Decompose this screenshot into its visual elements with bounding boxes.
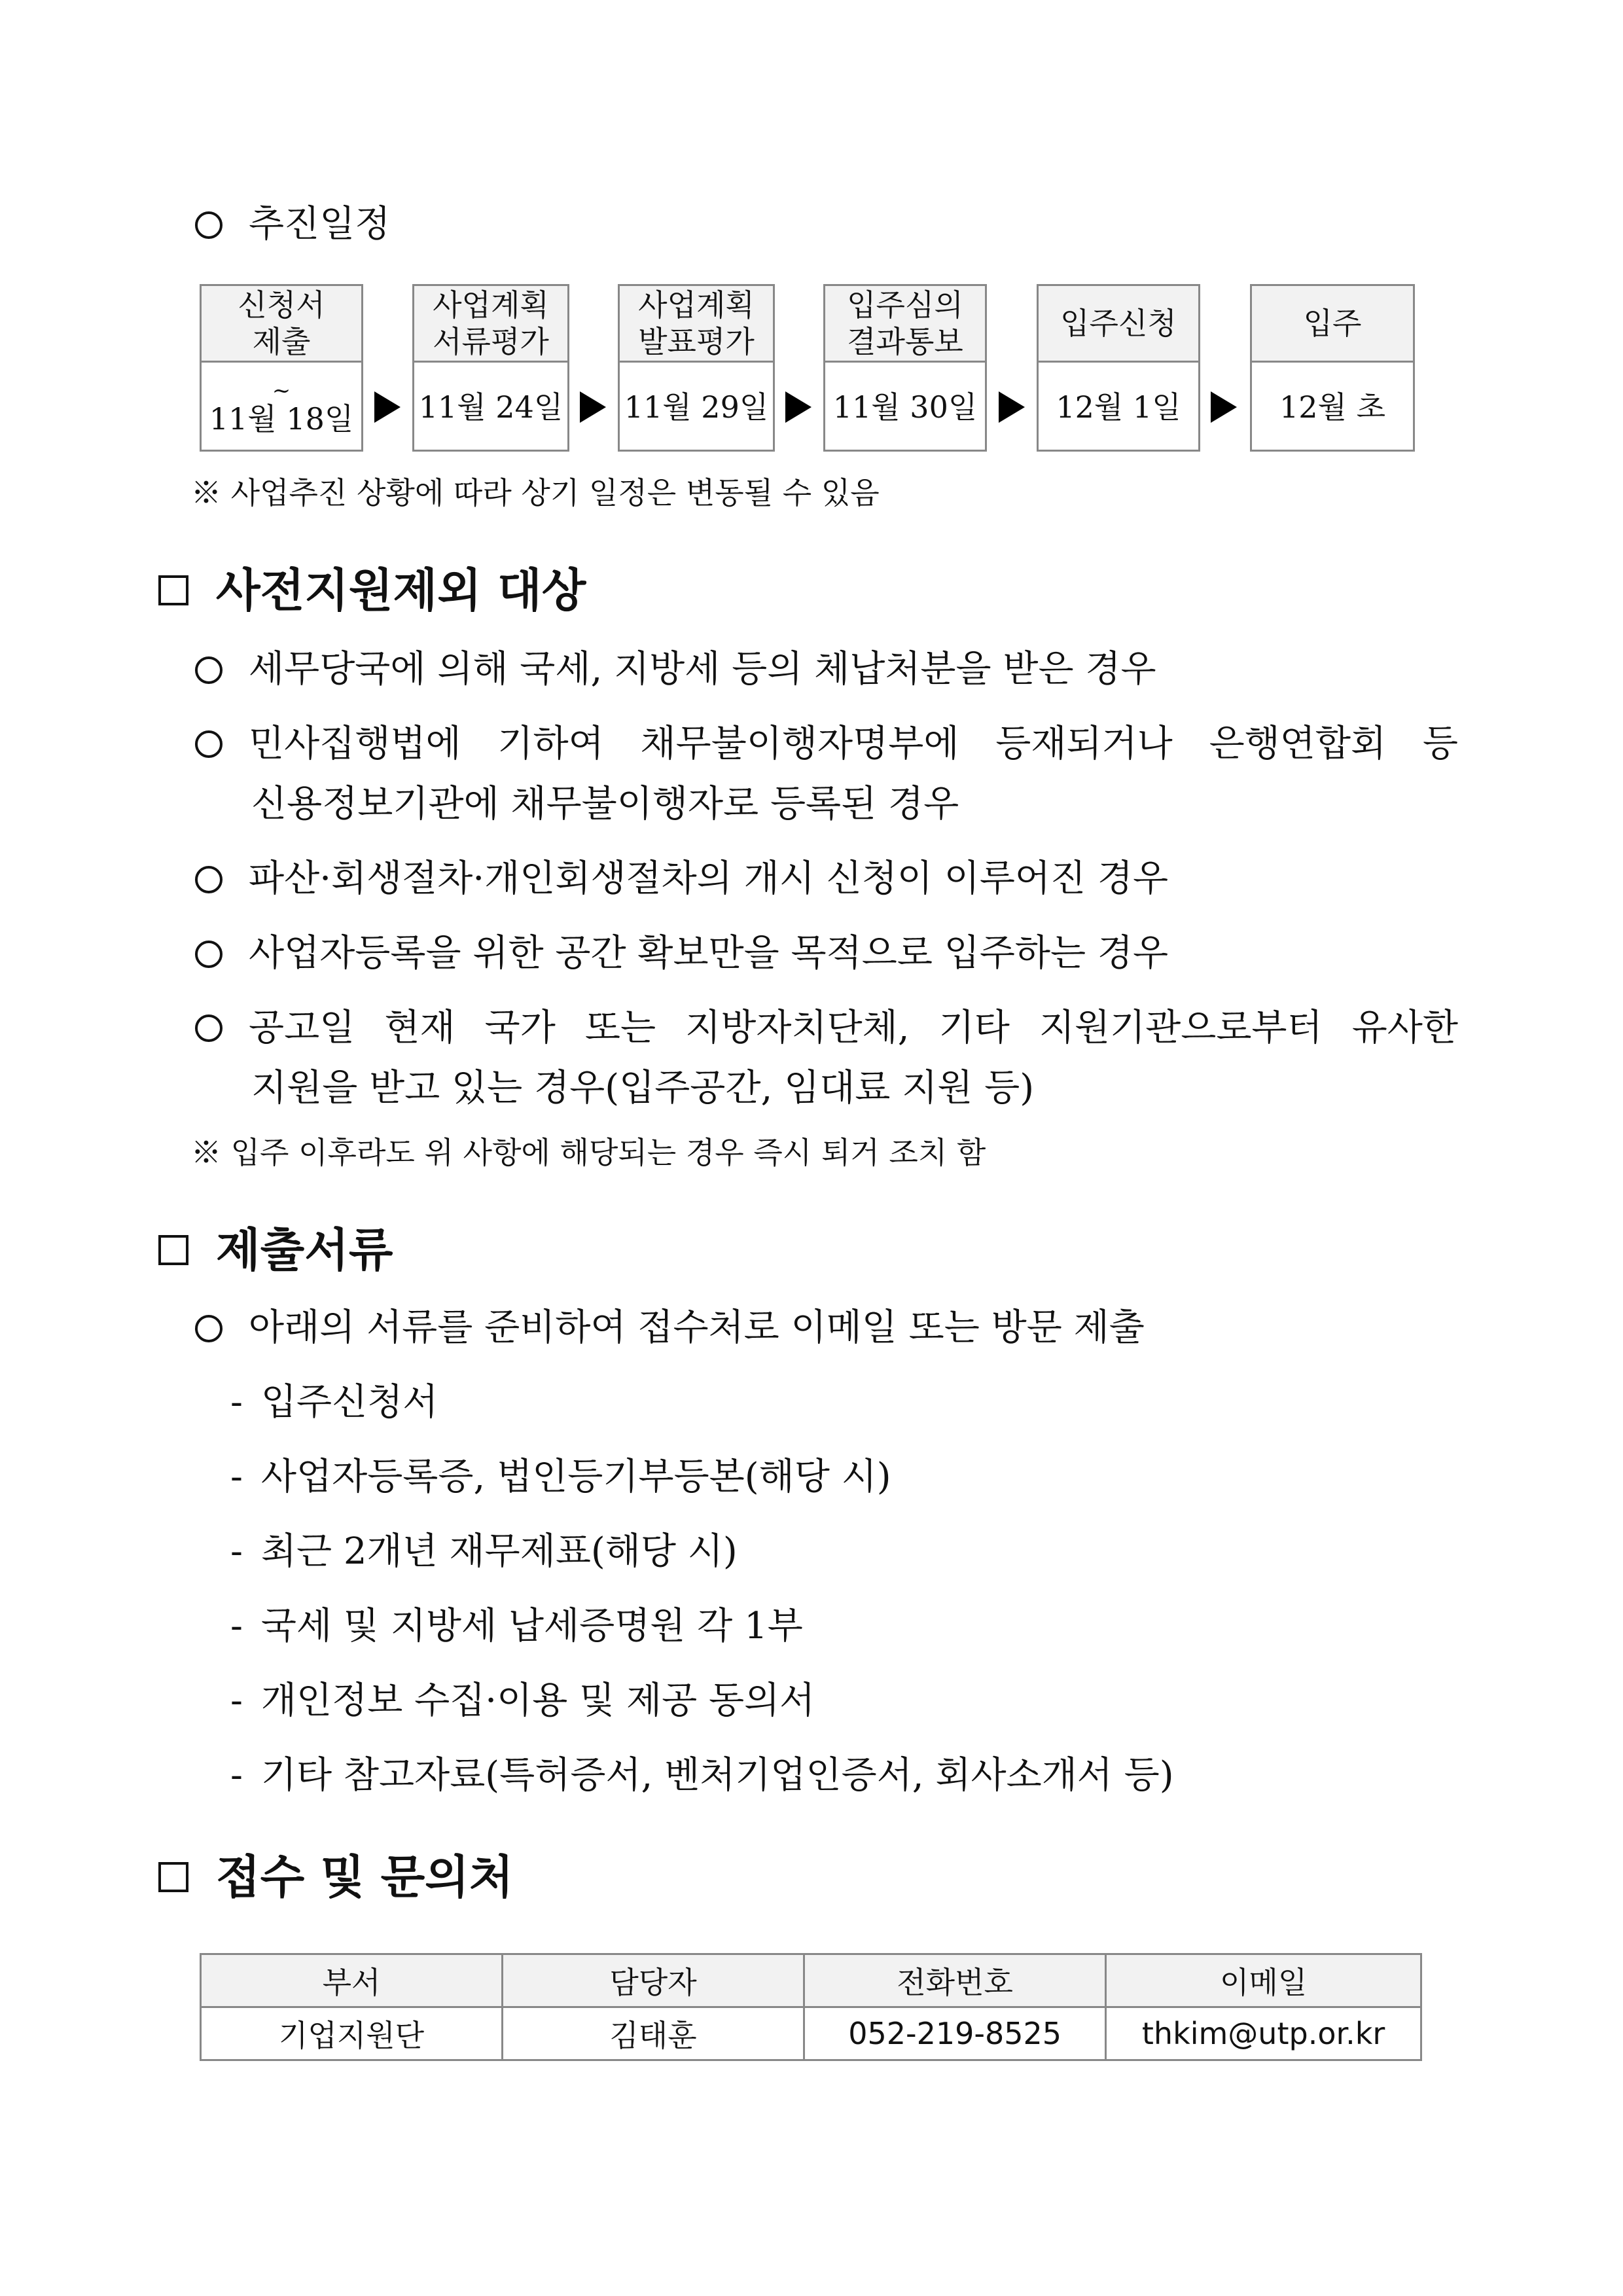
step-date-cell: [825, 363, 985, 452]
exclusion-item: 사업자등록을 위한 공간 확보만을 목적으로 입주하는 경우: [195, 924, 1168, 983]
schedule-step: [1037, 284, 1200, 452]
department-cell: 기업지원단: [201, 2007, 503, 2060]
column-header: 전화번호: [804, 1954, 1106, 2007]
exclusion-note: ※ 입주 이후라도 위 사항에 해당되는 경우 즉시 퇴거 조치 함: [191, 1135, 986, 1170]
step-title: 사업계획 서류평가: [414, 286, 567, 363]
email-cell[interactable]: thkim@utp.or.kr: [1106, 2007, 1421, 2060]
step-date-cell: [1039, 363, 1198, 452]
arrow-right-icon: [1211, 391, 1237, 423]
step-date-cell: [620, 363, 773, 452]
arrow-right-icon: [580, 391, 606, 423]
phone-cell: 052-219-8525: [804, 2007, 1106, 2060]
schedule-step: [200, 284, 363, 452]
section-heading-contact: 접수 및 문의처: [158, 1844, 513, 1910]
schedule-step: [1250, 284, 1415, 452]
schedule-step: [618, 284, 775, 452]
step-date: 11월 18일: [209, 401, 354, 437]
column-header: 부서: [201, 1954, 503, 2007]
column-header: 담당자: [503, 1954, 804, 2007]
contact-person-cell: 김태훈: [503, 2007, 804, 2060]
step-date-prefix: ~: [272, 378, 291, 404]
step-date: 11월 30일: [832, 389, 978, 425]
step-date: 12월 초: [1279, 389, 1386, 425]
schedule-step: [823, 284, 987, 452]
step-date: 11월 24일: [418, 389, 563, 425]
exclusion-item-text: 공고일 현재 국가 또는 지방자치단체, 기타 지원기관으로부터 유사한: [249, 1007, 1458, 1049]
step-title: 입주심의 결과통보: [825, 286, 985, 363]
step-title: 입주신청: [1039, 286, 1198, 363]
section-heading-documents: 제출서류: [158, 1217, 393, 1283]
step-date-cell: [414, 363, 567, 452]
documents-intro: 아래의 서류를 준비하여 접수처로 이메일 또는 방문 제출: [195, 1299, 1145, 1357]
step-title: 입주: [1252, 286, 1413, 363]
circle-bullet-icon: [195, 941, 223, 968]
circle-bullet-icon: [195, 211, 223, 239]
column-header: 이메일: [1106, 1954, 1421, 2007]
document-item: - 사업자등록증, 법인등기부등본(해당 시): [230, 1456, 891, 1498]
circle-bullet-icon: [195, 1014, 223, 1042]
circle-bullet-icon: [195, 1315, 223, 1342]
document-item: - 최근 2개년 재무제표(해당 시): [230, 1530, 738, 1573]
exclusion-item: [195, 999, 1458, 1058]
document-item: - 국세 및 지방세 납세증명원 각 1부: [230, 1605, 803, 1647]
step-date: 12월 1일: [1056, 389, 1181, 425]
step-title: 사업계획 발표평가: [620, 286, 773, 363]
section-heading-exclusions: 사전지원제외 대상: [158, 558, 586, 623]
exclusion-item-continued: 신용정보기관에 채무불이행자로 등록된 경우: [251, 783, 959, 825]
step-title: 신청서 제출: [202, 286, 361, 363]
arrow-right-icon: [999, 391, 1025, 423]
document-item: - 입주신청서: [230, 1381, 438, 1424]
document-item: - 개인정보 수집·이용 및 제공 동의서: [230, 1679, 815, 1722]
square-bullet-icon: [158, 575, 188, 605]
step-date-cell: [1252, 363, 1413, 452]
exclusion-item-text: 민사집행법에 기하여 채무불이행자명부에 등재되거나 은행연합회 등: [249, 723, 1458, 765]
exclusion-item-continued: 지원을 받고 있는 경우(입주공간, 임대료 지원 등): [251, 1067, 1035, 1109]
square-bullet-icon: [158, 1235, 188, 1265]
contact-table: [200, 1953, 1422, 2061]
step-date-cell: [202, 363, 361, 452]
table-header-row: [201, 1954, 1421, 2007]
square-bullet-icon: [158, 1862, 188, 1892]
table-row: [201, 2007, 1421, 2060]
arrow-right-icon: [785, 391, 812, 423]
arrow-right-icon: [374, 391, 401, 423]
exclusion-item: 세무당국에 의해 국세, 지방세 등의 체납처분을 받은 경우: [195, 640, 1156, 699]
document-item: - 기타 참고자료(특허증서, 벤처기업인증서, 회사소개서 등): [230, 1754, 1174, 1797]
schedule-note: ※ 사업추진 상황에 따라 상기 일정은 변동될 수 있음: [191, 475, 880, 511]
schedule-step: [412, 284, 569, 452]
circle-bullet-icon: [195, 866, 223, 893]
schedule-heading: 추진일정: [195, 195, 390, 254]
circle-bullet-icon: [195, 730, 223, 758]
exclusion-item: [195, 715, 1458, 774]
step-date: 11월 29일: [624, 389, 769, 425]
circle-bullet-icon: [195, 656, 223, 684]
exclusion-item: 파산·회생절차·개인회생절차의 개시 신청이 이루어진 경우: [195, 850, 1168, 908]
